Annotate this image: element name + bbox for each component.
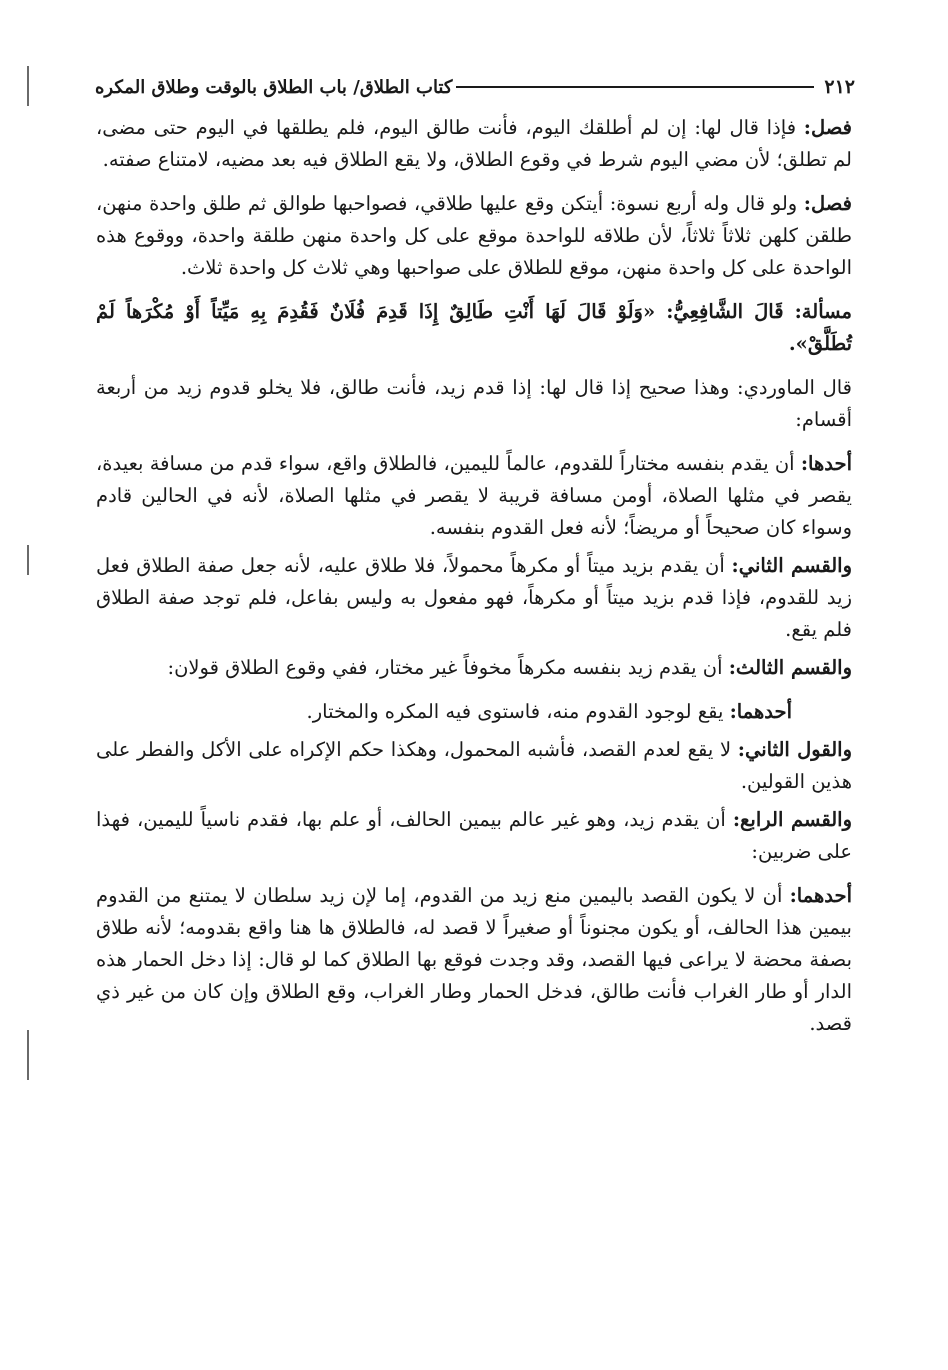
paragraph-lead: والقول الثاني:: [737, 738, 852, 761]
paragraph: [96, 188, 852, 284]
paragraph-text: أن يقدم بزيد ميتاً أو مكرهاً محمولاً، فلا طلاق عليه، لأنه جعل صفة الطلاق فعل زيد للقدوم، فإذا قدم بزيد ميتاً أو مكرهاً، فهو مفعول به وليس بفاعل، فلم توجد صفة الطلاق فلم يقع.: [96, 554, 852, 641]
margin-line-top: [27, 66, 29, 106]
paragraph-lead: مسألة: قَالَ الشَّافِعِيُّ:: [666, 300, 852, 323]
paragraph: [96, 372, 852, 436]
paragraph: [96, 652, 852, 684]
paragraph: [96, 112, 852, 176]
paragraph: [96, 734, 852, 798]
paragraph-lead: فصل:: [803, 116, 852, 139]
margin-line-mid: [27, 545, 29, 575]
paragraph-text: قال الماوردي: وهذا صحيح إذا قال لها: إذا قدم زيد، فأنت طالق، فلا يخلو قدوم زيد من أربعة أقسام:: [96, 376, 852, 431]
paragraph-lead: أحدهما:: [789, 884, 852, 907]
paragraph-lead: أحدها:: [800, 452, 852, 475]
page-header: [95, 70, 855, 104]
paragraph-text: يقع لوجود القدوم منه، فاستوى فيه المكره والمختار.: [306, 700, 730, 723]
paragraph-text: ولو قال وله أربع نسوة: أيتكن وقع عليها طلاقي، فصواحبها طوالق ثم طلق واحدة منهن، طلقن كلهن ثلاثاً ثلاثاً، لأن طلاقه للواحدة موقع على كل واحدة منهن طلقة واحدة، ووقوع هذه الواحدة على كل واحدة منهن، موقع للطلاق على صواحبها وهي ثلاث كل واحدة ثلاث.: [96, 192, 852, 279]
running-head: كتاب الطلاق/ باب الطلاق بالوقت وطلاق المكره: [95, 76, 453, 98]
paragraph-lead: أحدهما:: [729, 700, 792, 723]
paragraph-text: لا يقع لعدم القصد، فأشبه المحمول، وهكذا حكم الإكراه على الأكل والفطر على هذين القولين.: [96, 738, 852, 793]
paragraph-lead: والقسم الرابع:: [732, 808, 853, 831]
page-number: ٢١٢: [824, 76, 855, 98]
page-body: [96, 112, 852, 1040]
paragraph-lead: والقسم الثالث:: [728, 656, 852, 679]
paragraph-quote: «وَلَوْ قَالَ لَهَا أَنْتِ طَالِقٌ إِذَا قَدِمَ فُلَانٌ فَقُدِمَ بِهِ مَيِّتاً أَوْ مُكْرَهاً لَمْ تُطَلَّقْ».: [96, 300, 852, 355]
paragraph-text: فإذا قال لها: إن لم أطلقك اليوم، فأنت طالق اليوم، فلم يطلقها في اليوم حتى مضى، لم تطلق؛ لأن مضي اليوم شرط في وقوع الطلاق، ولا يقع الطلاق فيه بعد مضيه، لامتناع صفته.: [96, 116, 852, 171]
paragraph: [96, 880, 852, 1040]
paragraph: [96, 448, 852, 544]
paragraph-text: أن لا يكون القصد باليمين منع زيد من القدوم، إما لإن زيد سلطان لا يمتنع من القدوم بيمين هذا الحالف، أو يكون مجنوناً أو صغيراً لا قصد له، فالطلاق ها هنا واقع بقدومه؛ لأنه طلاق بصفة محضة لا يراعى فيها القصد، وقد وجدت فوقع بها الطلاق كما لو قال: إذا دخل الحمار هذه الدار أو طار الغراب فأنت طالق، فدخل الحمار وطار الغراب، وقع الطلاق وإن كان من غير ذي قصد.: [96, 884, 852, 1035]
paragraph: [96, 296, 852, 360]
paragraph-text: أن يقدم زيد بنفسه مكرهاً مخوفاً غير مختار، ففي وقوع الطلاق قولان:: [167, 656, 729, 679]
margin-line-lower: [27, 1030, 29, 1080]
paragraph-text: أن يقدم بنفسه مختاراً للقدوم، عالماً لليمين، فالطلاق واقع، سواء قدم من مسافة بعيدة، يقصر في مثلها الصلاة، أومن مسافة قريبة لا يقصر في مثلها الصلاة، لأنه في الحالين قادم وسواء كان صحيحاً أو مريضاً؛ لأنه فعل القدوم بنفسه.: [96, 452, 852, 539]
paragraph: [96, 804, 852, 868]
paragraph-lead: فصل:: [803, 192, 852, 215]
paragraph: [96, 696, 852, 728]
paragraph: [96, 550, 852, 646]
header-rule: [456, 86, 814, 88]
paragraph-text: أن يقدم زيد، وهو غير عالم بيمين الحالف، أو علم بها، فقدم ناسياً لليمين، فهذا على ضربين:: [96, 808, 852, 863]
paragraph-lead: والقسم الثاني:: [731, 554, 852, 577]
